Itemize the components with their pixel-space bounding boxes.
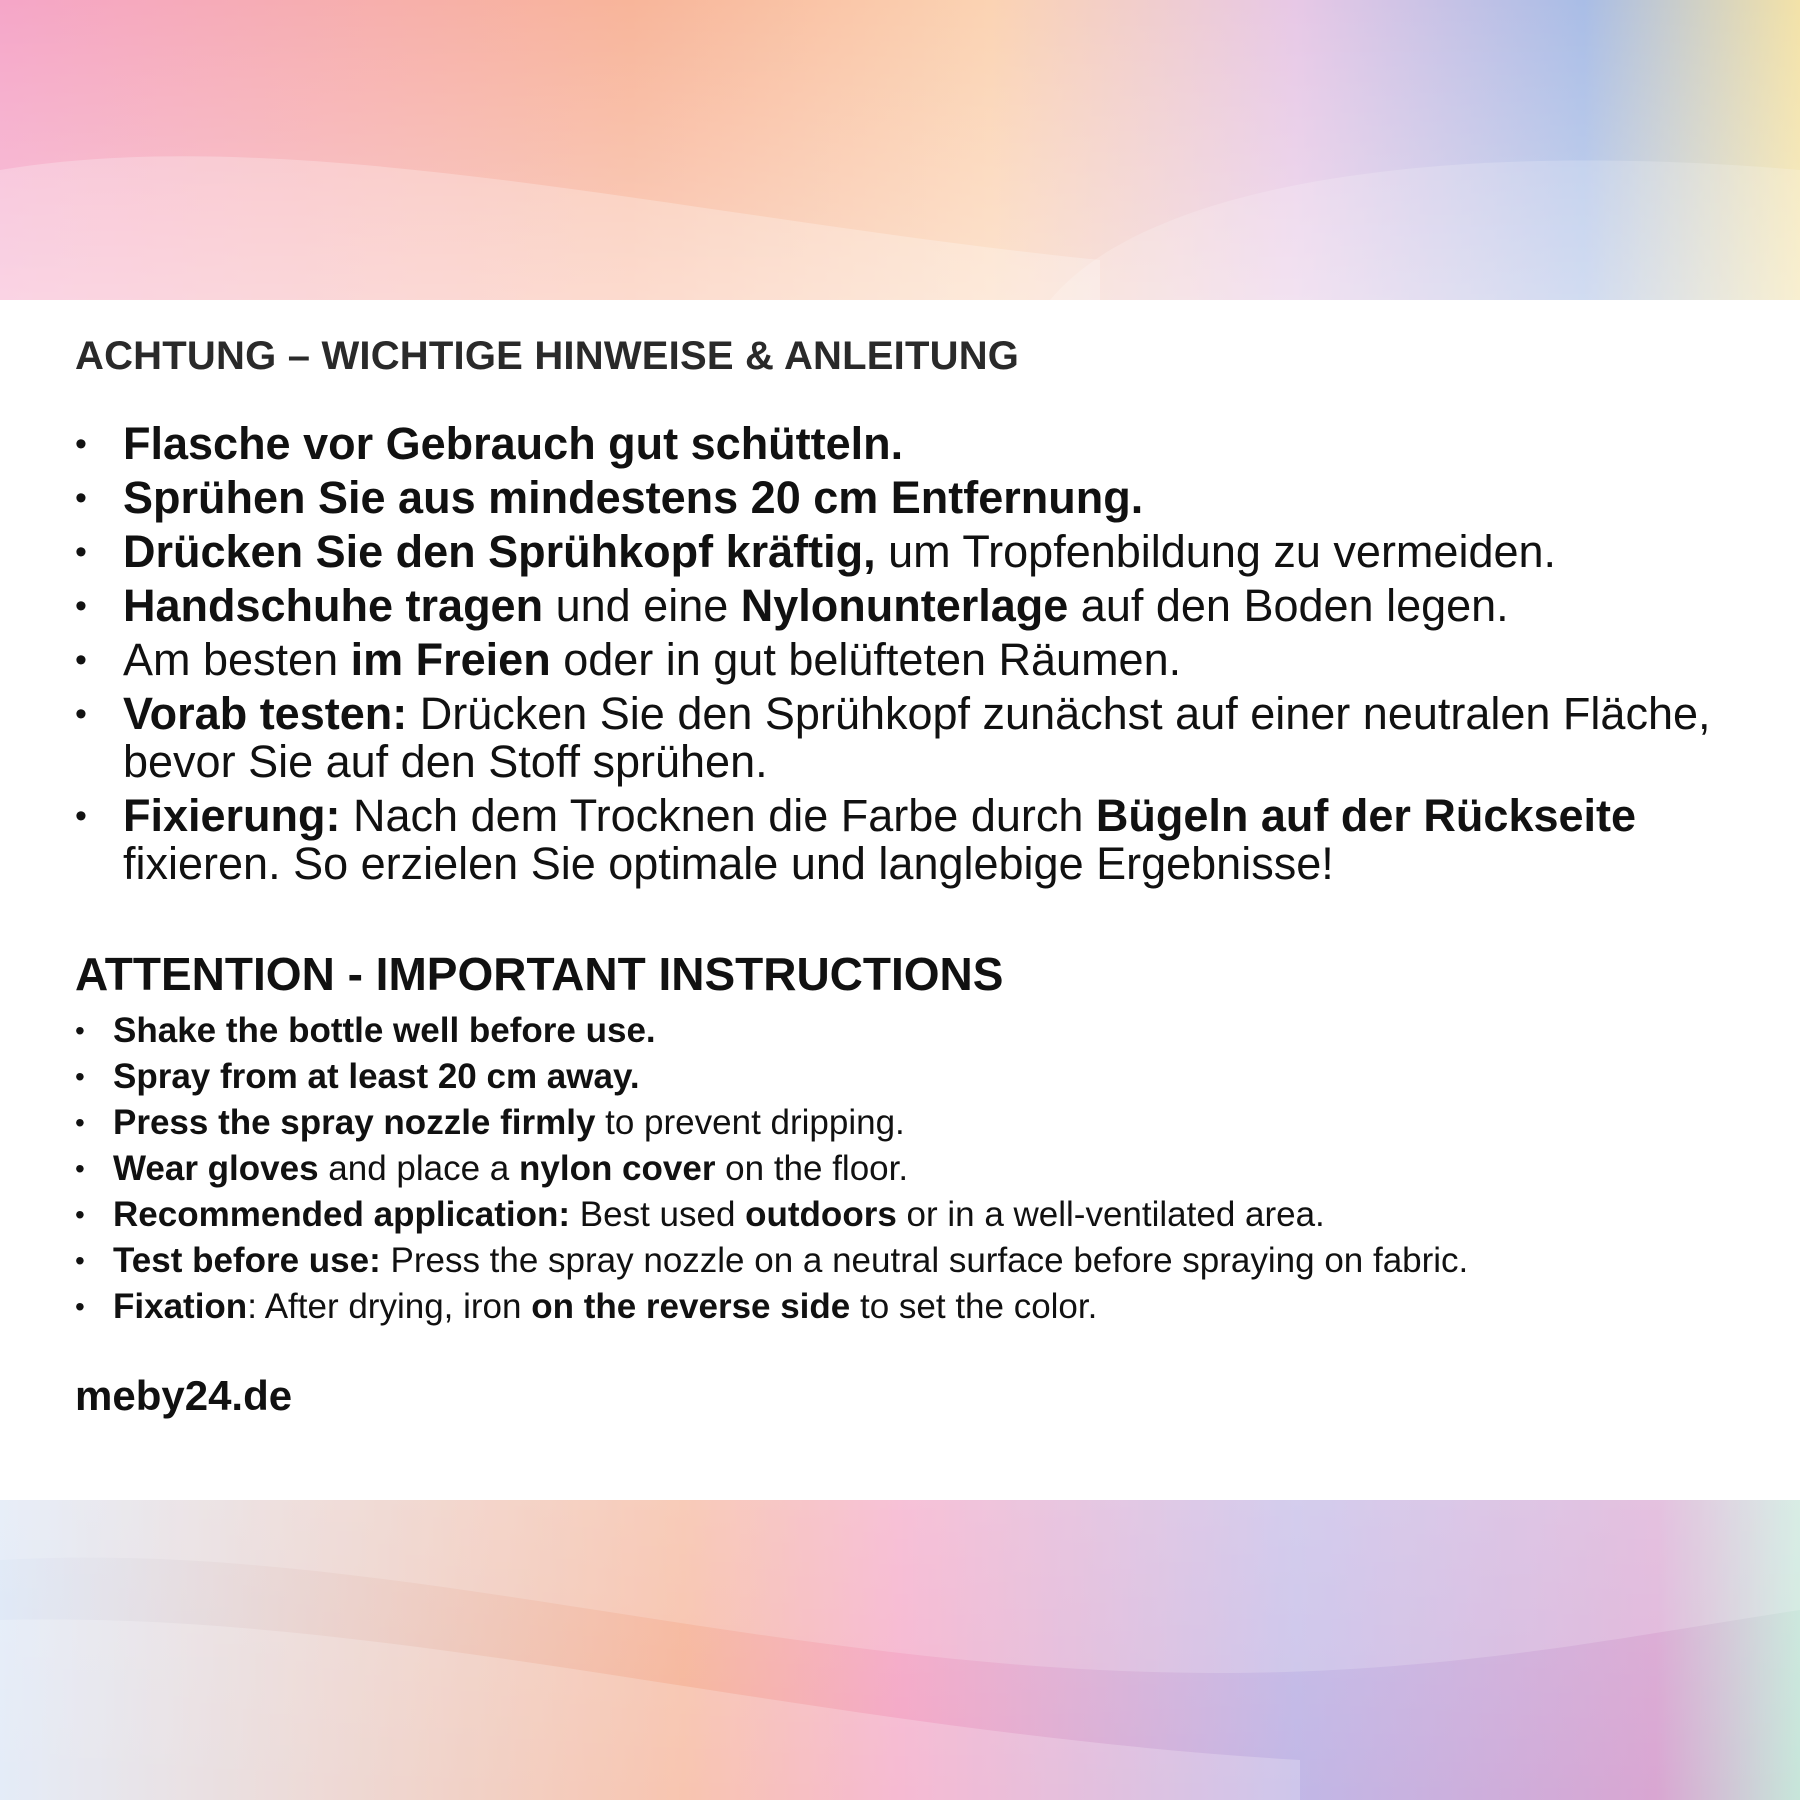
regular-text: Drücken Sie den Sprühkopf zunächst auf einer neutralen Fläche, bevor Sie auf den Stoff sprühen. bbox=[123, 688, 1711, 787]
german-list-item bbox=[75, 420, 1755, 468]
bold-text: im Freien bbox=[350, 634, 551, 685]
bold-text: Sprühen Sie aus mindestens 20 cm Entfernung. bbox=[123, 472, 1144, 523]
german-list-item bbox=[75, 690, 1755, 786]
german-list-item bbox=[75, 528, 1755, 576]
english-list-item bbox=[75, 1008, 1755, 1054]
english-list-item bbox=[75, 1284, 1755, 1330]
regular-text: on the floor. bbox=[715, 1149, 909, 1188]
bold-text: on the reverse side bbox=[531, 1287, 851, 1326]
instructions-panel bbox=[75, 330, 1755, 1422]
german-list-item bbox=[75, 474, 1755, 522]
german-instruction-list bbox=[75, 420, 1755, 888]
german-heading: ACHTUNG – WICHTIGE HINWEISE & ANLEITUNG bbox=[75, 334, 1020, 378]
regular-text: oder in gut belüfteten Räumen. bbox=[550, 634, 1182, 685]
bullet-icon: • bbox=[75, 695, 87, 733]
bullet-icon: • bbox=[75, 1015, 85, 1046]
header-gradient-band bbox=[0, 0, 1800, 300]
regular-text: Am besten bbox=[123, 634, 351, 685]
bold-text: outdoors bbox=[745, 1195, 897, 1234]
bullet-icon: • bbox=[75, 533, 87, 571]
regular-text: or in a well-ventilated area. bbox=[896, 1195, 1325, 1234]
regular-text: Nach dem Trocknen die Farbe durch bbox=[340, 790, 1096, 841]
english-heading: ATTENTION - IMPORTANT INSTRUCTIONS bbox=[75, 948, 1004, 1000]
regular-text: um Tropfenbildung zu vermeiden. bbox=[875, 526, 1557, 577]
regular-text: fixieren. So erzielen Sie optimale und langlebige Ergebnisse! bbox=[123, 838, 1334, 889]
bullet-icon: • bbox=[75, 425, 87, 463]
bold-text: Nylonunterlage bbox=[740, 580, 1069, 631]
bullet-icon: • bbox=[75, 1291, 85, 1322]
regular-text: auf den Boden legen. bbox=[1068, 580, 1509, 631]
regular-text: Press the spray nozzle on a neutral surface before spraying on fabric. bbox=[380, 1241, 1469, 1280]
english-list-item bbox=[75, 1100, 1755, 1146]
bullet-icon: • bbox=[75, 641, 87, 679]
bold-text: Bügeln auf der Rückseite bbox=[1095, 790, 1637, 841]
english-list-item bbox=[75, 1054, 1755, 1100]
regular-text: and place a bbox=[318, 1149, 519, 1188]
bold-text: Fixation bbox=[113, 1287, 248, 1326]
regular-text: und eine bbox=[543, 580, 741, 631]
bold-text: Vorab testen: bbox=[123, 688, 408, 739]
english-list-item bbox=[75, 1146, 1755, 1192]
bold-text: Flasche vor Gebrauch gut schütteln. bbox=[123, 418, 904, 469]
regular-text: to set the color. bbox=[850, 1287, 1098, 1326]
bullet-icon: • bbox=[75, 1107, 85, 1138]
bold-text: Press the spray nozzle firmly bbox=[113, 1103, 596, 1142]
footer-gradient-band bbox=[0, 1500, 1800, 1800]
bullet-icon: • bbox=[75, 587, 87, 625]
regular-text: Best used bbox=[570, 1195, 746, 1234]
bullet-icon: • bbox=[75, 797, 87, 835]
bold-text: Recommended application: bbox=[113, 1195, 571, 1234]
bold-text: Spray from at least 20 cm away. bbox=[113, 1057, 640, 1096]
regular-text: to prevent dripping. bbox=[595, 1103, 905, 1142]
bold-text: Shake the bottle well before use. bbox=[113, 1011, 656, 1050]
bold-text: Wear gloves bbox=[113, 1149, 319, 1188]
website-url: meby24.de bbox=[75, 1372, 293, 1419]
regular-text: : After drying, iron bbox=[247, 1287, 532, 1326]
english-list-item bbox=[75, 1192, 1755, 1238]
bold-text: Fixierung: bbox=[123, 790, 341, 841]
bold-text: Test before use: bbox=[113, 1241, 381, 1280]
bold-text: nylon cover bbox=[519, 1149, 716, 1188]
bold-text: Drücken Sie den Sprühkopf kräftig, bbox=[123, 526, 876, 577]
bullet-icon: • bbox=[75, 1153, 85, 1184]
german-list-item bbox=[75, 582, 1755, 630]
bullet-icon: • bbox=[75, 1061, 85, 1092]
english-instruction-list bbox=[75, 1008, 1755, 1330]
german-list-item bbox=[75, 792, 1755, 888]
bold-text: Handschuhe tragen bbox=[123, 580, 544, 631]
bullet-icon: • bbox=[75, 479, 87, 517]
bullet-icon: • bbox=[75, 1199, 85, 1230]
english-list-item bbox=[75, 1238, 1755, 1284]
german-list-item bbox=[75, 636, 1755, 684]
bullet-icon: • bbox=[75, 1245, 85, 1276]
